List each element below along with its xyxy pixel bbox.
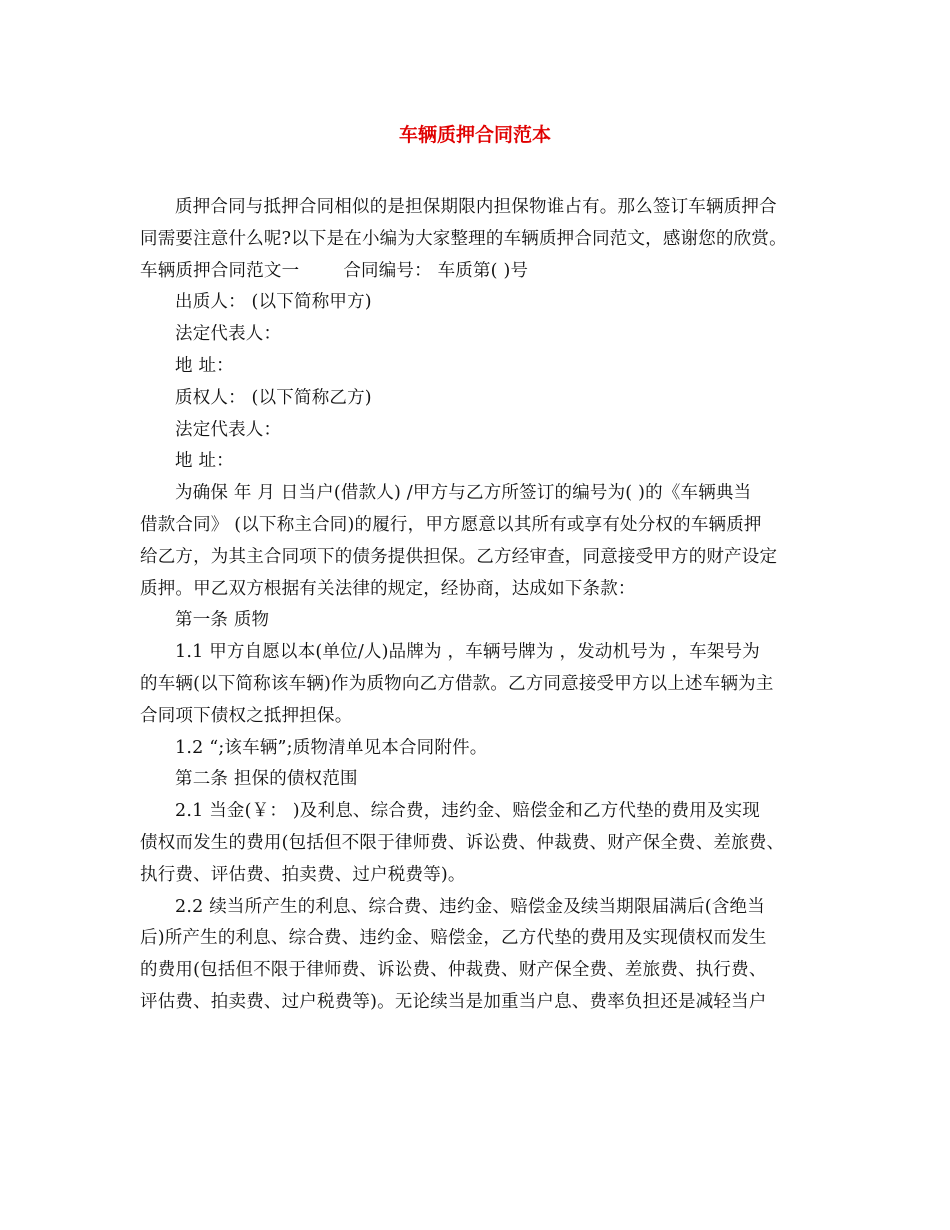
paragraph-line: 的费用(包括但不限于律师费、诉讼费、仲裁费、财产保全费、差旅费、执行费、 [140,960,767,981]
paragraph-line-pair [140,256,830,288]
paragraph-line: 借款合同》 (以下称主合同)的履行，甲方愿意以其所有或享有处分权的车辆质押 [140,514,762,535]
paragraph-line: 合同编号： 车质第( )号 [343,260,529,281]
paragraph-line: 为确保 年 月 日当户(借款人) /甲方与乙方所签订的编号为( )的《车辆典当 [175,483,752,504]
paragraph-line: 2.2 续当所产生的利息、综合费、违约金、赔偿金及续当期限届满后(含绝当 [175,896,765,917]
paragraph-line: 质押。甲乙双方根据有关法律的规定，经协商，达成如下条款： [140,578,636,599]
paragraph-line: 地 址： [175,451,234,472]
paragraph-line: 的车辆(以下简称该车辆)作为质物向乙方借款。乙方同意接受甲方以上述车辆为主 [140,673,774,694]
document-title: 车辆质押合同范本 [398,124,551,146]
paragraph-line: 后)所产生的利息、综合费、违约金、赔偿金，乙方代垫的费用及实现债权而发生 [140,928,767,949]
section-heading: 第一条 质物 [175,610,270,631]
paragraph-line: 车辆质押合同范文一 [140,260,300,281]
document-body [140,192,830,1019]
paragraph-line: 法定代表人： [175,419,282,440]
paragraph-line: 出质人： (以下简称甲方) [175,292,372,313]
paragraph-line: 给乙方，为其主合同项下的债务提供担保。乙方经审查，同意接受甲方的财产设定 [140,546,778,567]
paragraph-line: 执行费、评估费、拍卖费、过户税费等)。 [140,864,466,885]
paragraph-line: 合同项下债权之抵押担保。 [140,705,353,726]
section-heading: 第二条 担保的债权范围 [175,769,358,790]
paragraph-line: 同需要注意什么呢?以下是在小编为大家整理的车辆质押合同范文，感谢您的欣赏。 [140,228,787,249]
paragraph-line: 法定代表人： [175,324,282,345]
paragraph-line: 1.2 “;该车辆”;质物清单见本合同附件。 [175,737,488,758]
paragraph-line: 评估费、拍卖费、过户税费等)。无论续当是加重当户息、费率负担还是减轻当户 [140,991,767,1012]
paragraph-line: 地 址： [175,355,234,376]
paragraph-line: 质权人： (以下简称乙方) [175,387,372,408]
paragraph-line: 质押合同与抵押合同相似的是担保期限内担保物谁占有。那么签订车辆质押合 [175,197,777,217]
paragraph-line: 1.1 甲方自愿以本(单位/人)品牌为 ，车辆号牌为 ，发动机号为 ，车架号为 [175,642,760,663]
paragraph-line: 2.1 当金(￥： )及利息、综合费，违约金、赔偿金和乙方代垫的费用及实现 [175,801,761,822]
paragraph-line: 债权而发生的费用(包括但不限于律师费、诉讼费、仲裁费、财产保全费、差旅费、 [140,832,785,853]
